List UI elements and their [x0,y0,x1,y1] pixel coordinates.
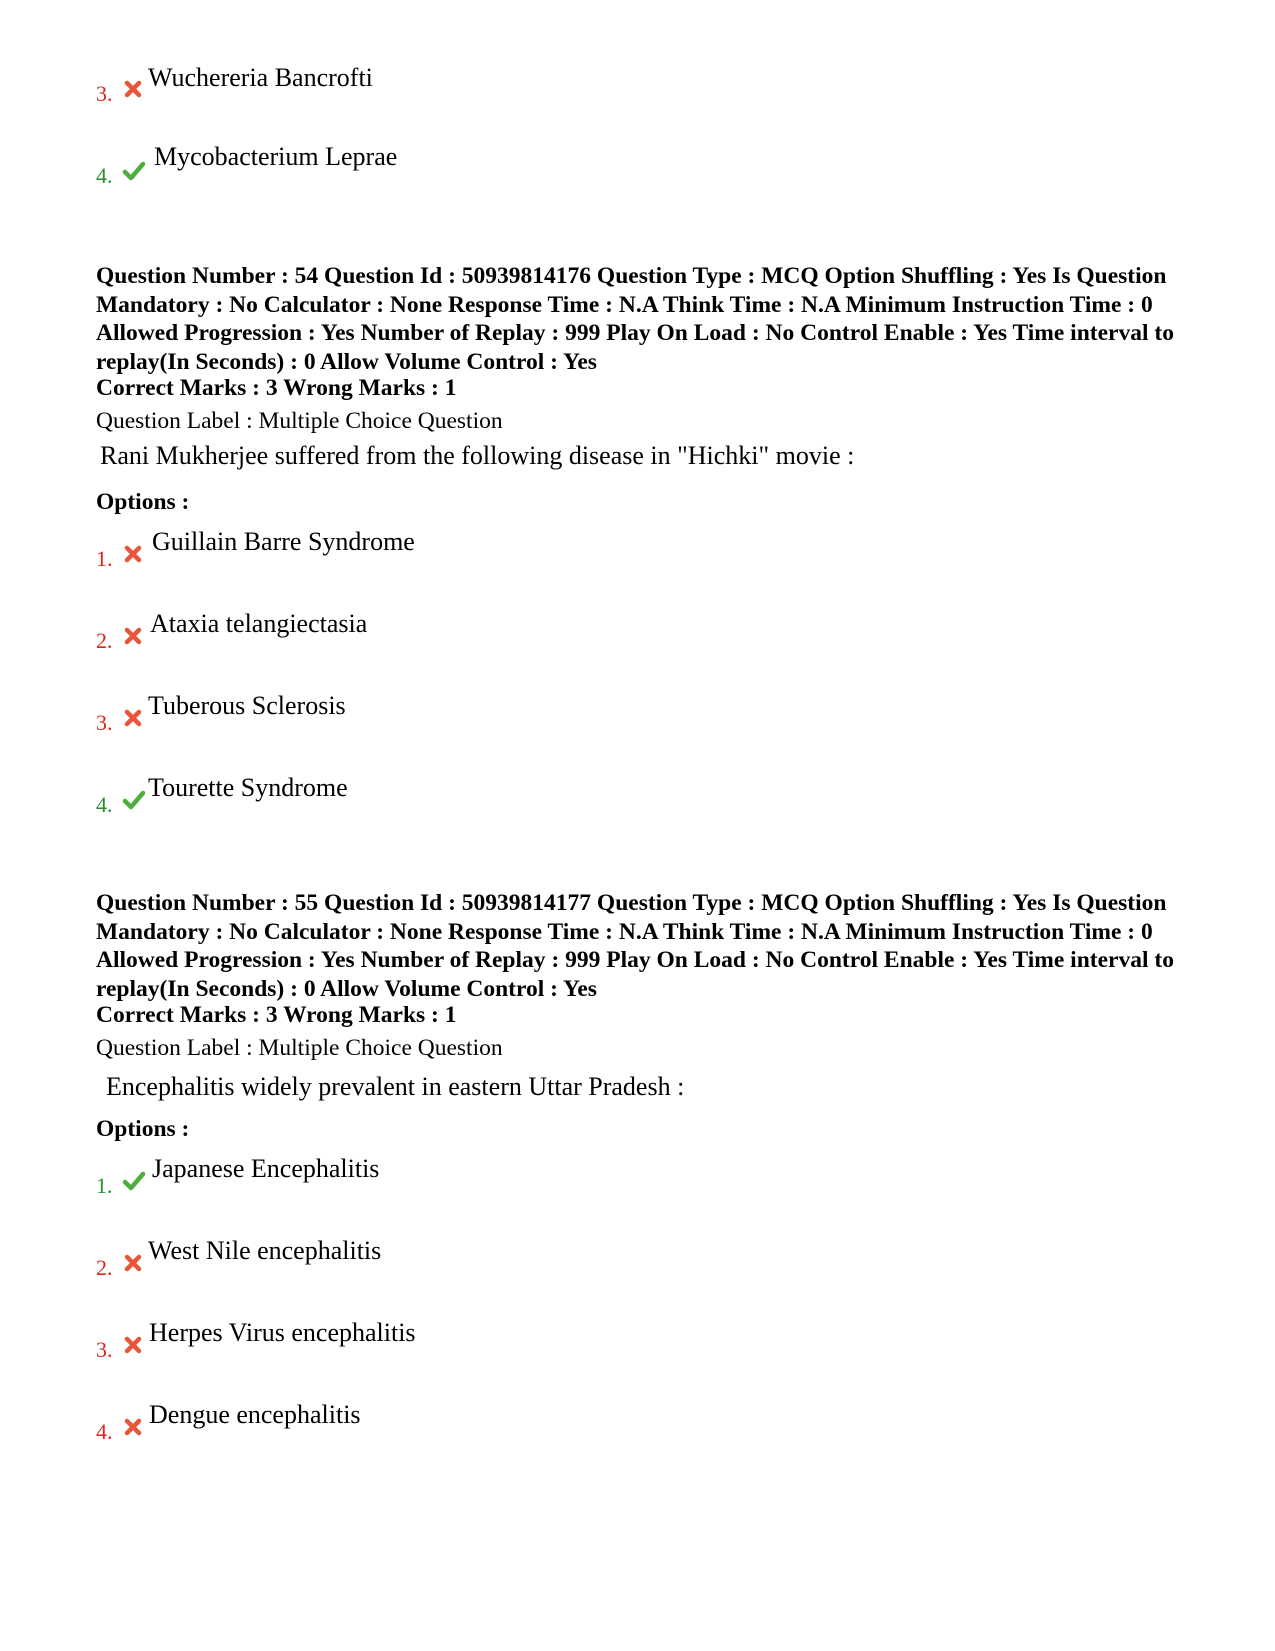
option-text: Ataxia telangiectasia [150,609,368,638]
option-text: Tuberous Sclerosis [148,691,346,720]
check-icon [122,789,144,811]
option-number: 1. [96,546,113,571]
check-icon [122,1170,144,1192]
option-number: 3. [96,710,113,735]
option-number: 2. [96,628,113,653]
option-text: Dengue encephalitis [149,1400,361,1429]
question-text: Encephalitis widely prevalent in eastern Uttar Pradesh : [106,1072,685,1101]
options-heading: Options : [96,1116,190,1142]
question-label: Question Label : Multiple Choice Question [96,1035,503,1061]
option-number: 4. [96,163,113,188]
option-number: 3. [96,1337,113,1362]
check-icon [122,160,144,182]
question-marks: Correct Marks : 3 Wrong Marks : 1 [96,1002,457,1028]
option-number: 3. [96,81,113,106]
question-label: Question Label : Multiple Choice Question [96,408,503,434]
options-heading: Options : [96,489,190,515]
cross-icon [122,1334,144,1356]
option-text: West Nile encephalitis [148,1236,382,1265]
cross-icon [122,1416,144,1438]
cross-icon [122,78,144,100]
option-number: 1. [96,1173,113,1198]
cross-icon [122,625,144,647]
option-number: 2. [96,1255,113,1280]
question-text: Rani Mukherjee suffered from the following disease in "Hichki" movie : [100,441,855,470]
option-number: 4. [96,792,113,817]
option-text: Herpes Virus encephalitis [149,1318,416,1347]
option-text: Wuchereria Bancrofti [148,63,373,92]
cross-icon [122,543,144,565]
cross-icon [122,1252,144,1274]
question-meta: Question Number : 54 Question Id : 50939814176 Question Type : MCQ Option Shuffling : Yes Is Question Mandatory : No Calculator : None Response Time : N.A Think Time : N.A Minimum Instruction Time : 0 Allowed Progression : Yes Number of Replay : 999 Play On Load : No Control Enable : Yes Time interval to replay(In Seconds) : 0 Allow Volume Control : Yes [96,263,1174,375]
option-text: Mycobacterium Leprae [154,142,398,171]
cross-icon [122,707,144,729]
option-text: Japanese Encephalitis [152,1154,380,1183]
option-number: 4. [96,1419,113,1444]
option-text: Guillain Barre Syndrome [152,527,415,556]
question-marks: Correct Marks : 3 Wrong Marks : 1 [96,375,457,401]
option-text: Tourette Syndrome [148,773,348,802]
question-meta: Question Number : 55 Question Id : 50939814177 Question Type : MCQ Option Shuffling : Yes Is Question Mandatory : No Calculator : None Response Time : N.A Think Time : N.A Minimum Instruction Time : 0 Allowed Progression : Yes Number of Replay : 999 Play On Load : No Control Enable : Yes Time interval to replay(In Seconds) : 0 Allow Volume Control : Yes [96,890,1174,1002]
